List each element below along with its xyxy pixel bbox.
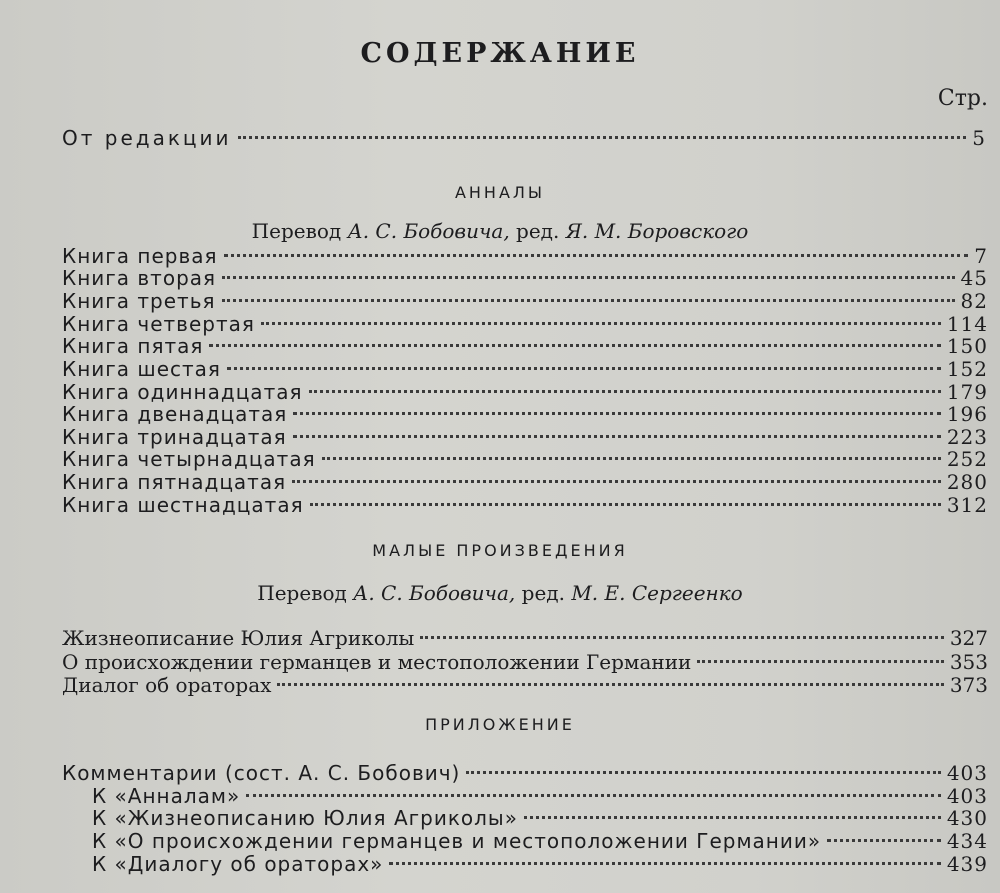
toc-entry-page: 430 [946, 806, 988, 830]
toc-entry-label: Книга одиннадцатая [62, 380, 303, 404]
toc-entry[interactable] [62, 357, 988, 381]
leader-dots [293, 435, 941, 438]
leader-dots [827, 839, 941, 842]
toc-entry-page: 223 [946, 425, 988, 449]
toc-entry-page: 280 [946, 470, 988, 494]
toc-entry[interactable] [62, 312, 988, 336]
leader-dots [322, 457, 941, 460]
toc-entry-label: Книга пятая [62, 334, 204, 358]
credit-editor: М. Е. Сергеенко [571, 581, 743, 605]
credit-translator: А. С. Бобовича, [353, 581, 516, 605]
leader-dots [293, 412, 941, 415]
toc-entry[interactable] [62, 447, 988, 471]
page-title: СОДЕРЖАНИЕ [360, 38, 640, 69]
toc-entry-page: 150 [946, 334, 988, 358]
leader-dots [222, 276, 954, 279]
credit-prefix: Перевод [251, 219, 342, 243]
toc-entry-page: 5 [972, 126, 988, 150]
credit-prefix: Перевод [257, 581, 347, 605]
leader-dots [697, 660, 943, 663]
toc-entry-page: 152 [946, 357, 988, 381]
section-heading-appendix: ПРИЛОЖЕНИЕ [425, 715, 575, 734]
toc-entry-label: От редакции [62, 126, 232, 150]
toc-entry[interactable] [62, 493, 988, 517]
leader-dots [292, 480, 941, 483]
credit-minor [0, 581, 1000, 605]
section-heading-annals: АННАЛЫ [454, 183, 546, 202]
pages-column-header: Стр. [937, 86, 988, 111]
toc-entry-page: 179 [946, 380, 988, 404]
credit-ed: ред. [521, 581, 565, 605]
toc-entry-page: 114 [946, 312, 988, 336]
toc-entry-label: К «Жизнеописанию Юлия Агриколы» [92, 806, 518, 830]
toc-entry-label: Жизнеописание Юлия Агриколы [62, 626, 415, 650]
toc-entry-label: Книга шестнадцатая [62, 493, 304, 517]
section-heading-minor: МАЛЫЕ ПРОИЗВЕДЕНИЯ [372, 541, 628, 560]
toc-entry-label: Книга четырнадцатая [62, 447, 316, 471]
toc-entry-page: 7 [974, 244, 988, 268]
toc-entry-page: 353 [949, 650, 988, 674]
toc-entry-page: 434 [946, 829, 988, 853]
toc-entry[interactable] [62, 244, 988, 268]
toc-entry-label: К «О происхождении германцев и местоположении Германии» [92, 829, 822, 853]
leader-dots [238, 136, 967, 139]
credit-translator: А. С. Бобовича, [347, 219, 510, 243]
leader-dots [466, 771, 940, 774]
toc-entry[interactable] [92, 852, 988, 876]
toc-entry-label: Комментарии (сост. А. С. Бобович) [62, 761, 461, 785]
leader-dots [277, 683, 943, 686]
toc-entry-page: 403 [946, 761, 988, 785]
leader-dots [309, 390, 941, 393]
toc-entry-commentary[interactable] [62, 761, 988, 785]
toc-entry-page: 196 [946, 402, 988, 426]
leader-dots [420, 636, 943, 639]
toc-entry-page: 45 [960, 266, 988, 290]
toc-entry[interactable] [62, 289, 988, 313]
credit-editor: Я. М. Боровского [565, 219, 749, 243]
toc-entry[interactable] [62, 673, 988, 697]
toc-entry-label: Книга тринадцатая [62, 425, 287, 449]
leader-dots [209, 344, 940, 347]
toc-entry-page: 373 [949, 673, 988, 697]
leader-dots [222, 299, 955, 302]
toc-entry[interactable] [62, 470, 988, 494]
toc-entry-intro[interactable] [62, 126, 988, 150]
toc-entry-label: Книга вторая [62, 266, 217, 290]
toc-entry[interactable] [92, 784, 988, 808]
toc-entry-page: 312 [946, 493, 988, 517]
toc-entry-page: 439 [946, 852, 988, 876]
leader-dots [389, 862, 940, 865]
toc-entry[interactable] [62, 266, 988, 290]
credit-annals [0, 219, 1000, 243]
toc-entry[interactable] [92, 806, 988, 830]
leader-dots [246, 794, 941, 797]
toc-entry-label: Диалог об ораторах [62, 673, 272, 697]
toc-entry[interactable] [92, 829, 988, 853]
toc-entry-label: Книга третья [62, 289, 216, 313]
toc-entry[interactable] [62, 425, 988, 449]
toc-entry-page: 327 [949, 626, 988, 650]
toc-entry-label: Книга шестая [62, 357, 221, 381]
credit-ed: ред. [516, 219, 560, 243]
toc-entry[interactable] [62, 402, 988, 426]
toc-entry[interactable] [62, 626, 988, 650]
toc-entry-label: Книга первая [62, 244, 218, 268]
toc-entry-label: Книга пятнадцатая [62, 470, 287, 494]
leader-dots [227, 367, 941, 370]
toc-entry[interactable] [62, 650, 988, 674]
toc-entry[interactable] [62, 380, 988, 404]
toc-entry-label: К «Диалогу об ораторах» [92, 852, 384, 876]
toc-entry-page: 252 [946, 447, 988, 471]
toc-entry-label: Книга двенадцатая [62, 402, 288, 426]
toc-entry-label: О происхождении германцев и местоположении Германии [62, 650, 692, 674]
toc-entry-page: 403 [946, 784, 988, 808]
leader-dots [261, 322, 941, 325]
leader-dots [224, 254, 969, 257]
toc-entry-label: Книга четвертая [62, 312, 255, 336]
toc-entry-page: 82 [960, 289, 988, 313]
leader-dots [524, 816, 941, 819]
toc-entry[interactable] [62, 334, 988, 358]
leader-dots [310, 503, 941, 506]
toc-entry-label: К «Анналам» [92, 784, 241, 808]
